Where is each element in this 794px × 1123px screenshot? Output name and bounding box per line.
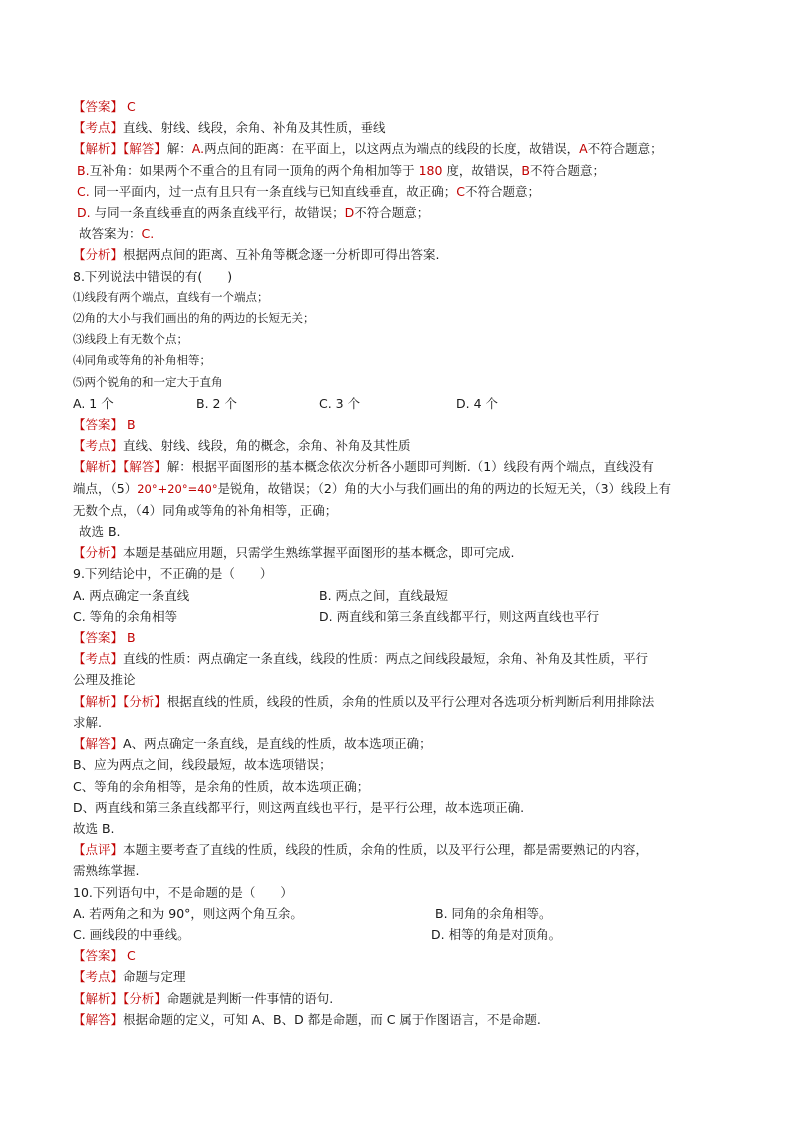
- number-value: 180: [418, 162, 443, 178]
- kaodian-text: 直线的性质：两点确定一条直线，线段的性质：两点之间线段最短，余角、补角及其性质，平行: [123, 651, 649, 667]
- kaodian-tag: 【考点】: [73, 651, 124, 667]
- q10-stem: 10.下列语句中，不是命题的是（ ）: [73, 884, 293, 900]
- q8-option-b: B. 2 个: [196, 395, 237, 411]
- jiexi-text: 度，故错误，: [446, 162, 522, 178]
- answer-tag: 【答案】: [73, 417, 124, 433]
- jiexi-tag: 【解析】【分析】: [73, 693, 167, 709]
- q10-jiexi: [73, 988, 733, 1009]
- q9-option-d: D. 两直线和第三条直线都平行，则这两直线也平行: [319, 608, 600, 624]
- q9-jiexi-2: 求解.: [73, 714, 102, 730]
- q9-option-a: A. 两点确定一条直线: [73, 587, 190, 603]
- conclusion-answer: C.: [141, 226, 155, 242]
- q7-jiexi-b: [73, 160, 733, 181]
- q8-jiexi-2: [73, 478, 733, 500]
- q9-jieda-a: [73, 733, 733, 754]
- option-letter: D: [344, 205, 355, 221]
- answer-value: C: [127, 948, 136, 964]
- q7-answer: [73, 96, 733, 117]
- q9-answer: [73, 627, 733, 648]
- q9-dianping-2: 需熟练掌握.: [73, 863, 140, 879]
- jiexi-text: 不符合题意；: [354, 205, 430, 221]
- q8-stem: 8.下列说法中错误的有( ): [73, 268, 233, 284]
- q10-kaodian: [73, 966, 733, 987]
- q8-jiexi-1: [73, 456, 733, 477]
- answer-value: B: [127, 630, 136, 646]
- jiexi-text: 根据直线的性质，线段的性质，余角的性质以及平行公理对各选项分析判断后利用排除法: [166, 693, 655, 709]
- q9-options-row-2: [73, 606, 733, 627]
- jiexi-text: 不符合题意；: [530, 162, 606, 178]
- q10-option-d: D. 相等的角是对顶角。: [431, 926, 562, 942]
- answer-tag: 【答案】: [73, 630, 124, 646]
- conclusion-text: 故答案为：: [79, 226, 142, 242]
- option-letter: A: [579, 141, 588, 157]
- q7-jiexi-c: [73, 181, 733, 202]
- option-letter: B: [521, 162, 530, 178]
- jiexi-text: 命题就是判断一件事情的语句.: [166, 990, 334, 1006]
- q9-kaodian-1: [73, 648, 733, 669]
- q10-options-row-1: [73, 903, 733, 924]
- jiexi-text: 是锐角，故错误；（2）角的大小与我们画出的角的两边的长短无关，（3）线段上有: [217, 480, 672, 496]
- option-letter: C.: [77, 183, 90, 199]
- q9-jieda-b: B、应为两点之间，线段最短，故本选项错误；: [73, 757, 332, 773]
- q8-jiexi-3: 无数个点，（4）同角或等角的补角相等，正确；: [73, 502, 338, 518]
- jiexi-tag: 【解析】【解答】: [73, 459, 167, 475]
- jiexi-intro: 解：: [166, 141, 192, 157]
- dianping-text: 本题主要考查了直线的性质，线段的性质，余角的性质，以及平行公理，都是需要熟记的内容，: [123, 842, 649, 858]
- answer-tag: 【答案】: [73, 948, 124, 964]
- q9-jiexi-1: [73, 691, 733, 712]
- q9-kaodian-2: 公理及推论: [73, 672, 136, 688]
- q7-jiexi-d: [73, 202, 733, 223]
- jiexi-tag: 【解析】【分析】: [73, 990, 167, 1006]
- q8-answer: [73, 414, 733, 435]
- jiexi-text: 同一平面内，过一点有且只有一条直线与已知直线垂直，故正确；: [93, 183, 457, 199]
- jieda-text: A、两点确定一条直线，是直线的性质，故本选项正确；: [123, 736, 432, 752]
- kaodian-text: 直线、射线、线段，余角、补角及其性质，垂线: [123, 120, 386, 136]
- kaodian-text: 直线、射线、线段，角的概念，余角、补角及其性质: [123, 438, 411, 454]
- option-letter: C: [456, 183, 465, 199]
- jiexi-text: 不符合题意；: [587, 141, 663, 157]
- q8-fenxi: [73, 542, 733, 563]
- jiexi-text: 不符合题意；: [464, 183, 540, 199]
- q7-kaodian: [73, 117, 733, 138]
- q7-fenxi: [73, 244, 733, 265]
- q9-jieda-d: D、两直线和第三条直线都平行，则这两直线也平行，是平行公理，故本选项正确.: [73, 799, 525, 815]
- jiexi-text: 与同一条直线垂直的两条直线平行，故错误；: [94, 205, 345, 221]
- q9-option-c: C. 等角的余角相等: [73, 608, 178, 624]
- answer-value: B: [127, 417, 136, 433]
- fenxi-text: 根据两点间的距离、互补角等概念逐一分析即可得出答案.: [123, 247, 440, 263]
- q8-item-3: ⑶线段上有无数个点；: [73, 332, 188, 347]
- q9-stem: 9.下列结论中，不正确的是（ ）: [73, 566, 273, 582]
- jiexi-text: 两点间的距离：在平面上，以这两点为端点的线段的长度，故错误，: [204, 141, 580, 157]
- q10-option-b: B. 同角的余角相等。: [435, 905, 552, 921]
- kaodian-tag: 【考点】: [73, 120, 124, 136]
- fenxi-text: 本题是基础应用题，只需学生熟练掌握平面图形的基本概念，即可完成.: [123, 545, 515, 561]
- kaodian-tag: 【考点】: [73, 969, 124, 985]
- q9-option-b: B. 两点之间，直线最短: [319, 587, 449, 603]
- q9-options-row-1: [73, 585, 733, 606]
- jiexi-text: 互补角：如果两个不重合的且有同一顶角的两个角相加等于: [89, 162, 415, 178]
- q8-option-a: A. 1 个: [73, 395, 114, 411]
- q8-item-4: ⑷同角或等角的补角相等；: [73, 353, 211, 368]
- answer-value: C: [127, 99, 136, 114]
- jiexi-tag: 【解析】【解答】: [73, 141, 167, 157]
- dianping-tag: 【点评】: [73, 842, 124, 858]
- jieda-tag: 【解答】: [73, 1011, 124, 1027]
- q10-option-c: C. 画线段的中垂线。: [73, 926, 190, 942]
- jiexi-text: 解：根据平面图形的基本概念依次分析各小题即可判断.（1）线段有两个端点，直线没有: [166, 459, 654, 475]
- document-content: [73, 96, 733, 1030]
- kaodian-text: 命题与定理: [123, 969, 186, 985]
- q10-option-a: A. 若两角之和为 90°，则这两个角互余。: [73, 905, 303, 921]
- kaodian-tag: 【考点】: [73, 438, 124, 454]
- q7-jiexi-a: [73, 138, 733, 159]
- q8-options: [73, 393, 733, 414]
- formula-text: 20°+20°=40°: [137, 481, 218, 496]
- q9-jieda-c: C、等角的余角相等，是余角的性质，故本选项正确；: [73, 778, 370, 794]
- q10-options-row-2: [73, 924, 733, 945]
- option-letter: B.: [77, 162, 90, 178]
- q9-dianping-1: [73, 839, 733, 860]
- q7-conclusion: [73, 223, 733, 244]
- q8-option-d: D. 4 个: [456, 395, 498, 411]
- fenxi-tag: 【分析】: [73, 247, 124, 263]
- q8-kaodian: [73, 435, 733, 456]
- q10-answer: [73, 945, 733, 966]
- q8-item-5: ⑸两个锐角的和一定大于直角: [73, 374, 223, 389]
- jieda-text: 根据命题的定义，可知 A、B、D 都是命题，而 C 属于作图语言，不是命题.: [123, 1011, 541, 1027]
- q10-jieda: [73, 1009, 733, 1030]
- option-letter: A.: [191, 141, 205, 157]
- jieda-tag: 【解答】: [73, 736, 124, 752]
- q8-item-2: ⑵角的大小与我们画出的角的两边的长短无关；: [73, 311, 315, 326]
- fenxi-tag: 【分析】: [73, 545, 124, 561]
- answer-tag: 【答案】: [73, 99, 124, 114]
- q8-item-1: ⑴线段有两个端点，直线有一个端点；: [73, 289, 269, 304]
- q8-conclusion: 故选 B.: [79, 524, 121, 540]
- q9-conclusion: 故选 B.: [73, 820, 115, 836]
- option-letter: D.: [77, 205, 91, 221]
- jiexi-text: 端点，（5）: [73, 480, 138, 496]
- q8-option-c: C. 3 个: [319, 395, 361, 411]
